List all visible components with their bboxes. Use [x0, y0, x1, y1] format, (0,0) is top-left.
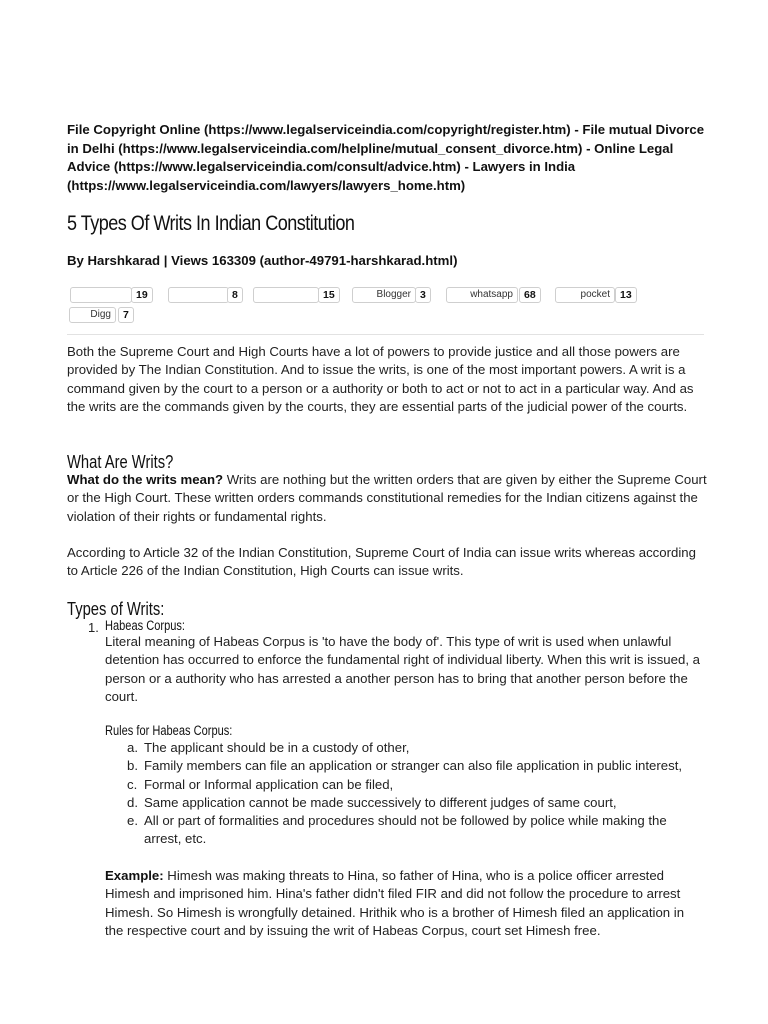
share-button-twitter[interactable] [168, 287, 229, 303]
body-text: Writs are nothing but the written orders that are given by either the Supreme Court or the High Court. These written orders commands constitutional remedies for the Indian citizens against the violation of their rights or fundamental rights. [67, 472, 707, 524]
habeas-corpus-paragraph: Literal meaning of Habeas Corpus is 'to have the body of'. This type of writ is used when unlawful detention has occurred to enforce the fundamental right of individual liberty. When this writ is issued, a person or a authority who has arrested a another person has to bring that another person before the court. [105, 634, 700, 704]
list-item [105, 794, 705, 812]
list-item [105, 812, 705, 849]
share-button-blogger[interactable]: Blogger [352, 287, 416, 303]
example-text: Himesh was making threats to Hina, so father of Hina, who is a police officer arrested Himesh and imprisoned him. Hina's father didn't filed FIR and did not follow the procedure to arrest Himesh. So Himesh is wrongfully detained. Hrithik who is a brother of Himesh filed an application in the respective court and by issuing the writ of Habeas Corpus, court set Himesh free. [105, 868, 685, 938]
section-heading-types-of-writs: Types of Writs: [67, 599, 165, 619]
list-number: 1. [88, 620, 99, 635]
link-lawyers-in-india[interactable]: Lawyers in India (https://www.legalserviceindia.com/lawyers/lawyers_home.htm) [67, 159, 576, 193]
list-item-text: Same application cannot be made successively to different judges of same court, [144, 794, 617, 810]
divider [67, 334, 704, 335]
share-button-pocket[interactable]: pocket [555, 287, 615, 303]
link-separator: - [582, 140, 595, 156]
lead-text: What do the writs mean? [67, 472, 224, 487]
list-item-text: All or part of formalities and procedures should not be followed by police while making the arrest, etc. [144, 813, 667, 847]
article-byline[interactable]: By Harshkarad | Views 163309 (author-49791-harshkarad.html) [67, 253, 458, 268]
share-count: 7 [118, 307, 134, 323]
link-separator: - [460, 159, 473, 174]
list-item-text: Family members can file an application or stranger can also file application in public interest, [144, 758, 683, 774]
intro-paragraph: Both the Supreme Court and High Courts have a lot of powers to provide justice and all those powers are provided by The Indian Constitution. And to issue the writs, is one of the most important powers. A writ is a command given by the court to a person or a authority or both to act or not to act in a particular way. And as the writs are the commands given by the courts, they are essential parts of the judicial power of the courts. [67, 344, 694, 414]
link-mutual-divorce[interactable]: File mutual Divorce in Delhi (https://www.legalserviceindia.com/helpline/mutual_consent_divorce.htm) [67, 122, 705, 156]
share-count: 15 [318, 287, 340, 303]
share-count: 68 [519, 287, 541, 303]
share-count: 3 [415, 287, 431, 303]
link-separator: - [570, 122, 583, 137]
article-title: 5 Types Of Writs In Indian Constitution [67, 212, 355, 235]
header-links [67, 121, 707, 195]
share-button-facebook[interactable] [70, 287, 132, 303]
share-button-linkedin[interactable] [253, 287, 319, 303]
section-heading-what-are-writs: What Are Writs? [67, 452, 174, 472]
list-item-text: Formal or Informal application can be filed, [144, 776, 394, 792]
list-marker: d. [127, 794, 138, 810]
example-paragraph [105, 867, 705, 940]
rules-list [105, 739, 705, 849]
link-file-copyright[interactable]: File Copyright Online (https://www.legalserviceindia.com/copyright/register.htm) [67, 122, 571, 137]
rules-heading: Rules for Habeas Corpus: [105, 723, 233, 738]
list-item [105, 776, 705, 794]
list-marker: c. [127, 776, 138, 792]
articles-paragraph: According to Article 32 of the Indian Constitution, Supreme Court of India can issue writs whereas according to Article 226 of the Indian Constitution, High Courts can issue writs. [67, 545, 696, 579]
list-marker: e. [127, 813, 138, 829]
example-label: Example: [105, 868, 164, 883]
list-item [105, 739, 705, 757]
list-marker: a. [127, 740, 138, 755]
list-marker: b. [127, 758, 138, 774]
list-item [105, 757, 705, 775]
list-item-text: The applicant should be in a custody of other, [144, 740, 410, 755]
share-button-whatsapp[interactable]: whatsapp [446, 287, 518, 303]
link-online-legal-advice[interactable]: Online Legal Advice (https://www.legalserviceindia.com/consult/advice.htm) [67, 140, 674, 174]
share-count: 13 [615, 287, 637, 303]
share-count: 19 [131, 287, 153, 303]
share-button-digg[interactable]: Digg [69, 307, 116, 323]
share-count: 8 [227, 287, 243, 303]
item-heading-habeas-corpus: Habeas Corpus: [105, 618, 186, 633]
what-are-writs-paragraph [67, 471, 707, 526]
